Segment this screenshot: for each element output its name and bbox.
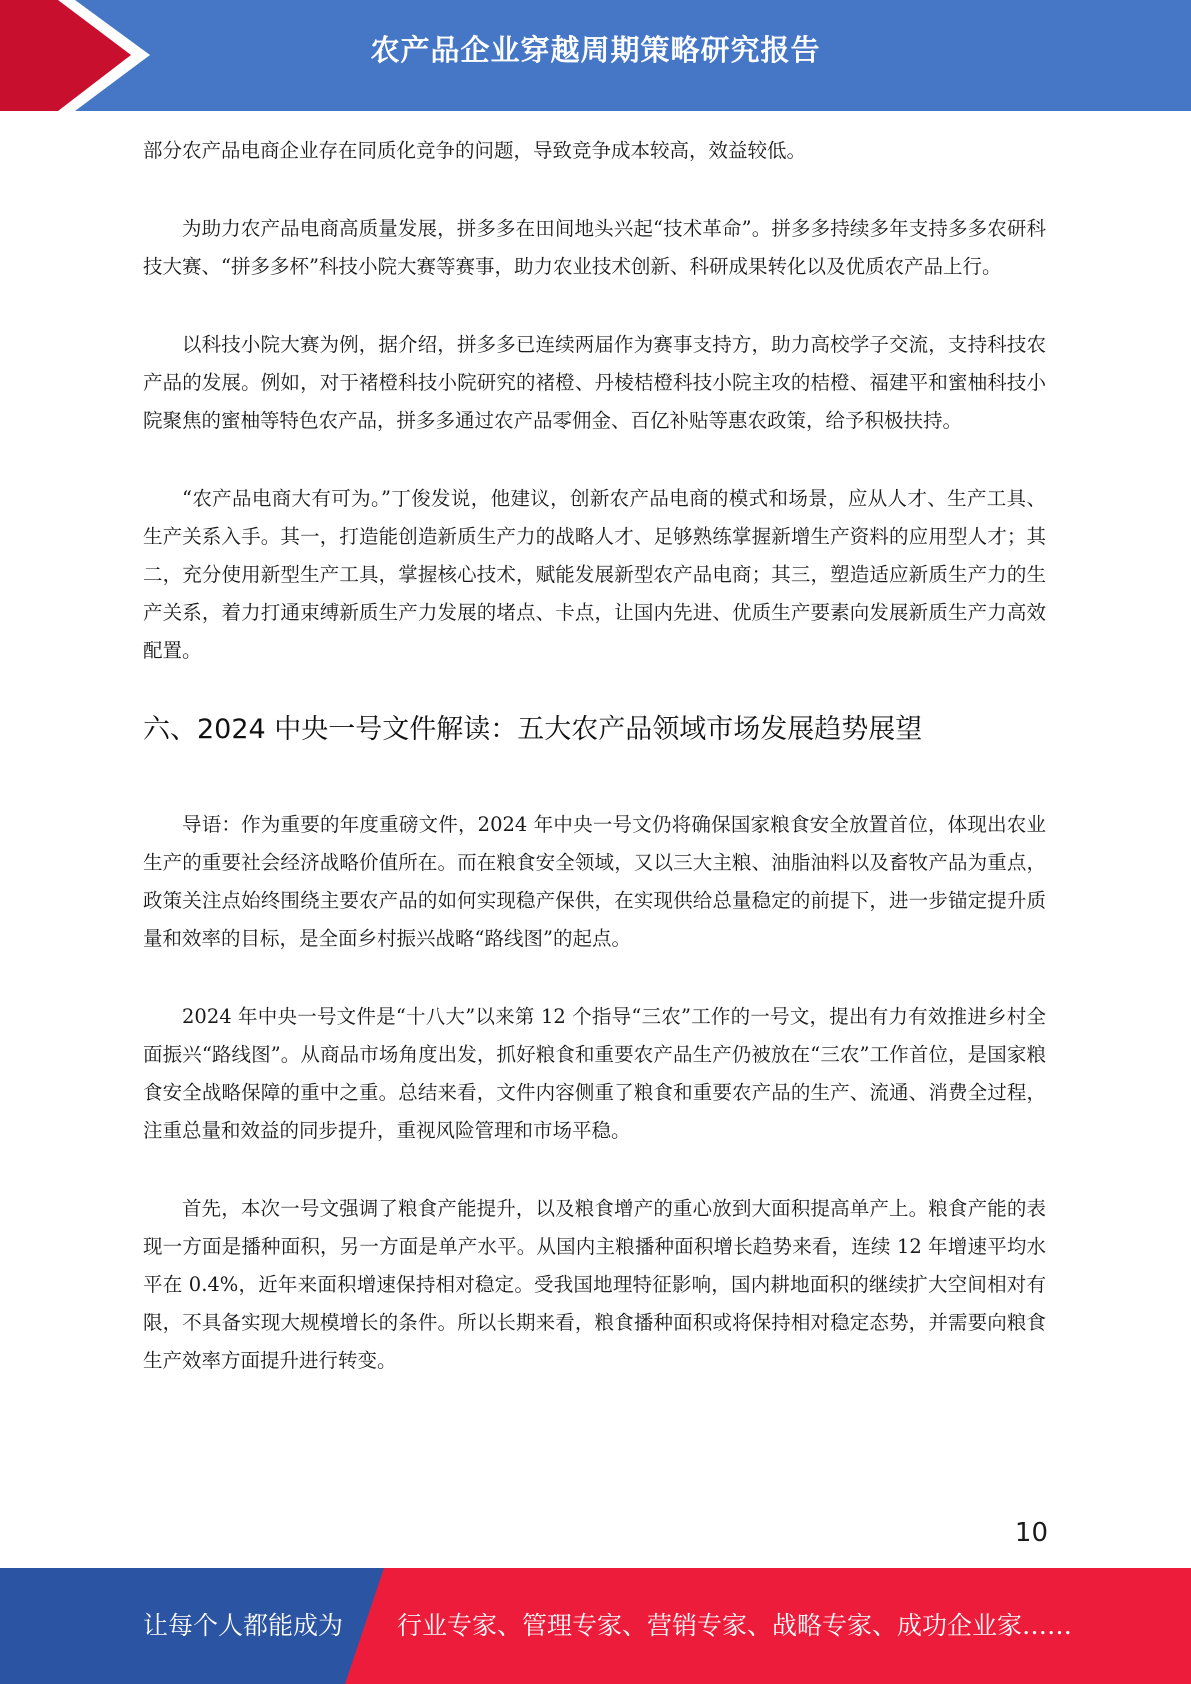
footer-slogan-right: 行业专家、管理专家、营销专家、战略专家、成功企业家…… bbox=[397, 1611, 1073, 1640]
paragraph: 导语：作为重要的年度重磅文件，2024 年中央一号文仍将确保国家粮食安全放置首位，体现出农业生产的重要社会经济战略价值所在。而在粮食安全领域，又以三大主粮、油脂油料以及畜牧产品为重点，政策关注点始终围绕主要农产品的如何实现稳产保供，在实现供给总量稳定的前提下，进一步锚定提升质量和效率的目标，是全面乡村振兴战略“路线图”的起点。 bbox=[143, 813, 1046, 950]
paragraph: 以科技小院大赛为例，据介绍，拼多多已连续两届作为赛事支持方，助力高校学子交流，支持科技农产品的发展。例如，对于褚橙科技小院研究的褚橙、丹棱桔橙科技小院主攻的桔橙、福建平和蜜柚科技小院聚焦的蜜柚等特色农产品，拼多多通过农产品零佣金、百亿补贴等惠农政策，给予积极扶持。 bbox=[143, 333, 1046, 432]
paragraph: 首先，本次一号文强调了粮食产能提升，以及粮食增产的重心放到大面积提高单产上。粮食产能的表现一方面是播种面积，另一方面是单产水平。从国内主粮播种面积增长趋势来看，连续 12 年增速平均水平在 0.4%，近年来面积增速保持相对稳定。受我国地理特征影响，国内耕地面积的继续扩大空间相对有限，不具备实现大规模增长的条件。所以长期来看，粮食播种面积或将保持相对稳定态势，并需要向粮食生产效率方面提升进行转变。 bbox=[143, 1197, 1046, 1372]
page-footer bbox=[0, 1568, 1191, 1684]
paragraph: 2024 年中央一号文件是“十八大”以来第 12 个指导“三农”工作的一号文，提出有力有效推进乡村全面振兴“路线图”。从商品市场角度出发，抓好粮食和重要农产品生产仍被放在“三农”工作首位，是国家粮食安全战略保障的重中之重。总结来看，文件内容侧重了粮食和重要农产品的生产、流通、消费全过程，注重总量和效益的同步提升，重视风险管理和市场平稳。 bbox=[143, 1005, 1046, 1142]
page-number: 10 bbox=[1014, 1518, 1048, 1548]
section-heading: 六、2024 中央一号文件解读：五大农产品领域市场发展趋势展望 bbox=[143, 714, 923, 745]
footer-slogan-left: 让每个人都能成为 bbox=[143, 1611, 344, 1640]
main-content bbox=[143, 132, 1046, 1420]
paragraph: “农产品电商大有可为。”丁俊发说，他建议，创新农产品电商的模式和场景，应从人才、生产工具、生产关系入手。其一，打造能创造新质生产力的战略人才、足够熟练掌握新增生产资料的应用型人才；其二，充分使用新型生产工具，掌握核心技术，赋能发展新型农产品电商；其三，塑造适应新质生产力的生产关系，着力打通束缚新质生产力发展的堵点、卡点，让国内先进、优质生产要素向发展新质生产力高效配置。 bbox=[143, 487, 1046, 662]
paragraph: 部分农产品电商企业存在同质化竞争的问题，导致竞争成本较高，效益较低。 bbox=[143, 139, 807, 162]
report-title: 农产品企业穿越周期策略研究报告 bbox=[370, 33, 821, 67]
page-header bbox=[0, 0, 1191, 111]
paragraph: 为助力农产品电商高质量发展，拼多多在田间地头兴起“技术革命”。拼多多持续多年支持多多农研科技大赛、“拼多多杯”科技小院大赛等赛事，助力农业技术创新、科研成果转化以及优质农产品上行。 bbox=[143, 217, 1046, 278]
